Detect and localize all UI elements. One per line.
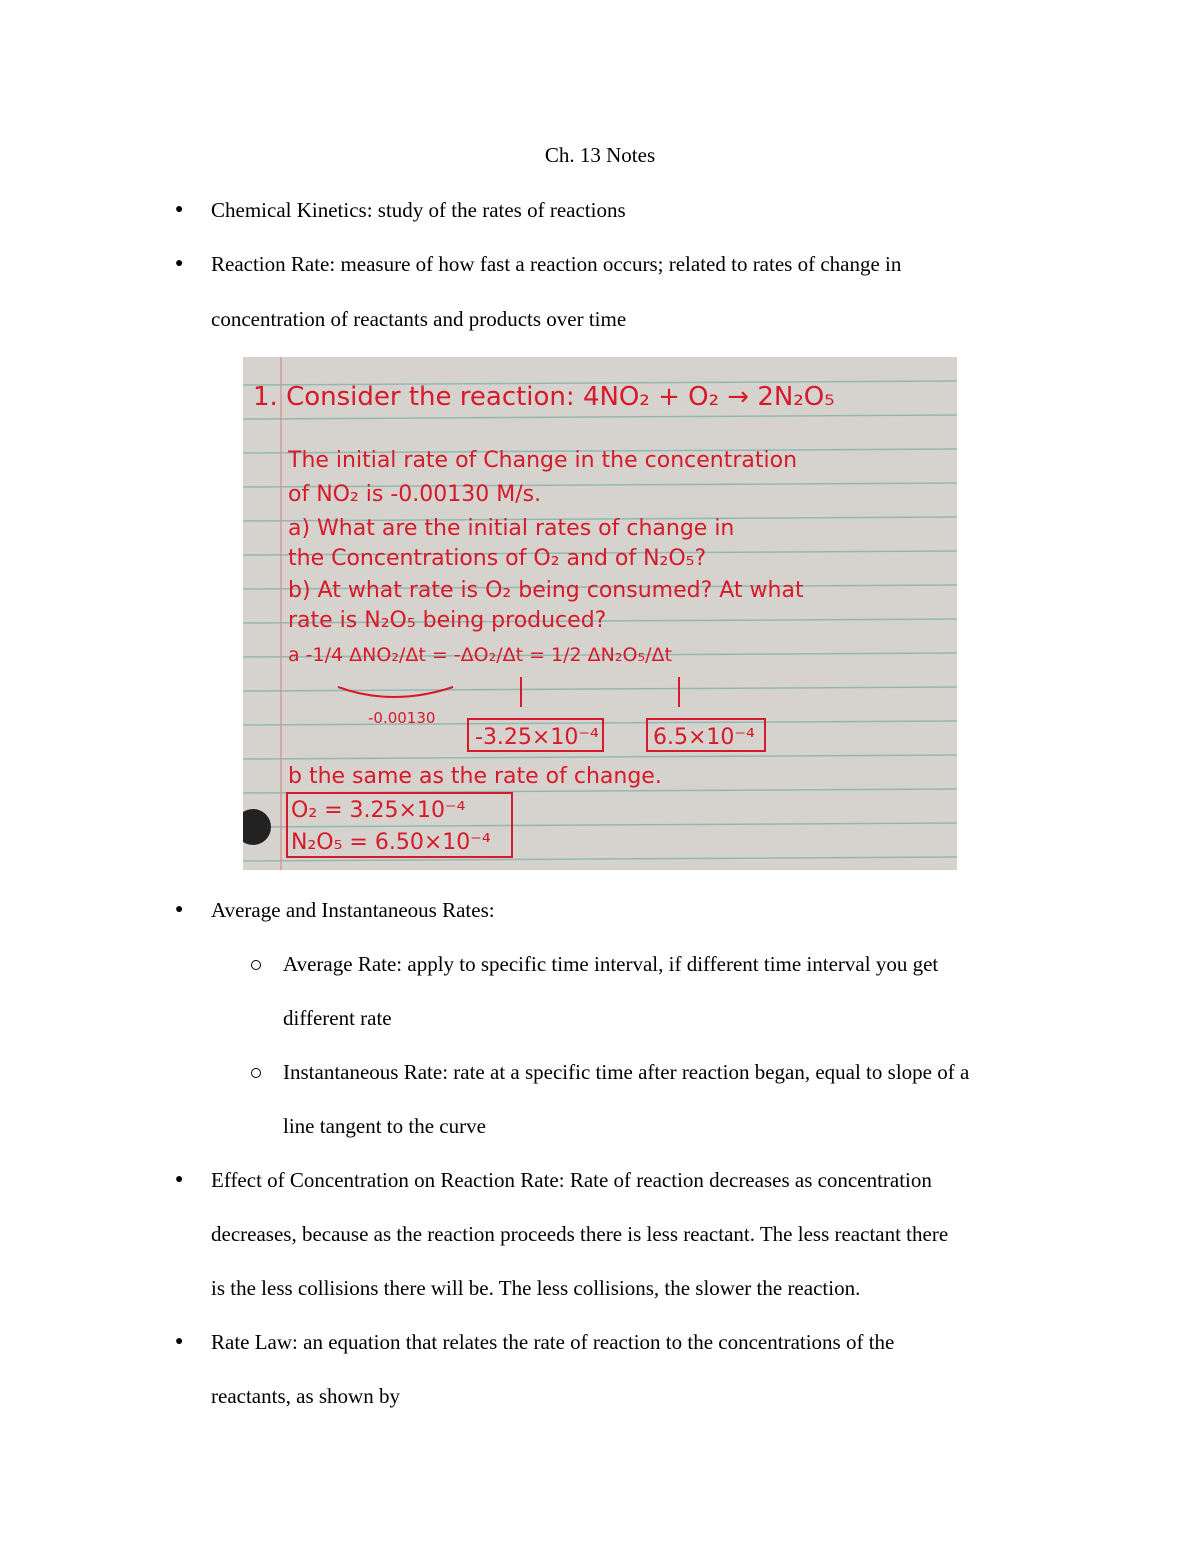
bullet-concentration-effect-line3: is the less collisions there will be. The less collisions, the slower the reaction.: [211, 1276, 861, 1300]
page-title: Ch. 13 Notes: [544, 143, 656, 167]
sub-bullet-circle: [251, 1068, 261, 1078]
handwritten-notes-photo: [243, 357, 957, 870]
bullet-dot: ●: [175, 202, 184, 217]
hw-line-1: 1. Consider the reaction: 4NO₂ + O₂ → 2N₂O₅: [253, 382, 835, 412]
bullet-concentration-effect-line2: decreases, because as the reaction proceeds there is less reactant. The less reactant there: [211, 1222, 949, 1246]
hw-line-11: b the same as the rate of change.: [288, 764, 662, 789]
bullet-concentration-effect-line1: Effect of Concentration on Reaction Rate: Rate of reaction decreases as concentration: [211, 1168, 932, 1192]
hw-line-3: of NO₂ is -0.00130 M/s.: [288, 482, 542, 507]
hw-line-6: b) At what rate is O₂ being consumed? At what: [288, 578, 804, 603]
sub-bullet-average-rate-line1: Average Rate: apply to specific time interval, if different time interval you get: [283, 952, 939, 976]
bullet-rate-law-line1: Rate Law: an equation that relates the rate of reaction to the concentrations of the: [211, 1330, 895, 1354]
bullet-average-instantaneous: Average and Instantaneous Rates:: [211, 898, 495, 922]
hw-line-8: a -1/4 ΔNO₂/Δt = -ΔO₂/Δt = 1/2 ΔN₂O₅/Δt: [288, 644, 672, 666]
bullet-dot: ●: [175, 1172, 184, 1187]
sub-bullet-average-rate-line2: different rate: [283, 1006, 392, 1030]
hw-line-12: O₂ = 3.25×10⁻⁴: [291, 798, 466, 823]
bullet-dot: ●: [175, 1334, 184, 1349]
hw-line-13: N₂O₅ = 6.50×10⁻⁴: [291, 830, 491, 855]
bullet-reaction-rate-line2: concentration of reactants and products over time: [211, 307, 627, 331]
bullet-reaction-rate-line1: Reaction Rate: measure of how fast a reaction occurs; related to rates of change in: [211, 252, 902, 276]
sub-bullet-instantaneous-rate-line2: line tangent to the curve: [283, 1114, 486, 1138]
hw-answer-n2o5-rate: 6.5×10⁻⁴: [653, 725, 755, 750]
bullet-rate-law-line2: reactants, as shown by: [211, 1384, 400, 1408]
hw-line-4: a) What are the initial rates of change in: [288, 516, 735, 541]
bullet-dot: ●: [175, 256, 184, 271]
hw-line-5: the Concentrations of O₂ and of N₂O₅?: [288, 546, 707, 571]
bullet-chemical-kinetics: Chemical Kinetics: study of the rates of reactions: [211, 198, 626, 222]
hw-answer-o2-rate: -3.25×10⁻⁴: [475, 725, 599, 750]
sub-bullet-circle: [251, 960, 261, 970]
bullet-dot: ●: [175, 902, 184, 917]
hw-line-9: -0.00130: [368, 709, 436, 727]
sub-bullet-instantaneous-rate-line1: Instantaneous Rate: rate at a specific time after reaction began, equal to slope of a: [283, 1060, 970, 1084]
hw-line-7: rate is N₂O₅ being produced?: [288, 608, 607, 633]
hw-line-2: The initial rate of Change in the concentration: [288, 448, 798, 473]
